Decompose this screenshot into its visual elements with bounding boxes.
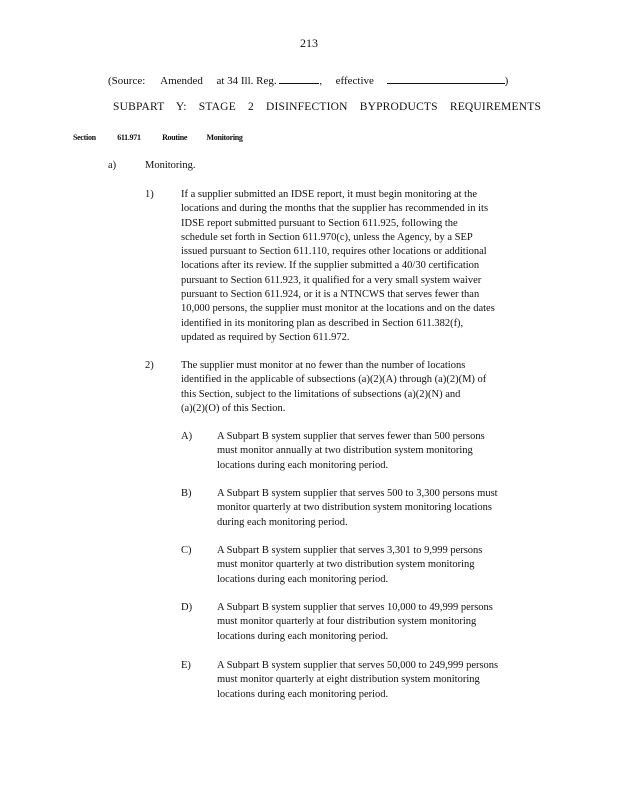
text-line: locations and during the months that the supplier has recommended in its (181, 203, 489, 215)
source-note: (Source: Amended at 34 Ill. Reg. , effective ) (108, 75, 509, 87)
text-line: locations during each monitoring period. (217, 630, 389, 642)
text-line: A Subpart B system supplier that serves fewer than 500 persons (217, 431, 485, 442)
subitem-text (217, 601, 537, 644)
text-line: must monitor quarterly at four distribution system monitoring (217, 616, 477, 628)
text-line: must monitor quarterly at two distribution system monitoring (217, 559, 475, 571)
subitem-text (217, 659, 537, 702)
subitem-text (217, 430, 537, 473)
text-line: must monitor annually at two distribution system monitoring (217, 445, 473, 457)
text-line: The supplier must monitor at no fewer than the number of locations (181, 360, 466, 371)
text-line: locations during each monitoring period. (217, 688, 389, 700)
text-line: locations after its review. If the supplier submitted a 40/30 certification (181, 260, 480, 272)
text-line: pursuant to Section 611.924, or it is a NTNCWS that serves fewer than (181, 289, 480, 301)
text-line: updated as required by Section 611.972. (181, 331, 350, 343)
text-line: issued pursuant to Section 611.110, requires other locations or additional (181, 246, 487, 258)
section-label: Section (73, 133, 96, 142)
subpart-heading: SUBPART Y: STAGE 2 DISINFECTION BYPRODUCTS REQUIREMENTS (113, 101, 542, 113)
page-number: 213 (300, 36, 318, 50)
source-suffix: ) (504, 75, 509, 87)
text-line: monitor quarterly at two distribution system monitoring locations (217, 502, 493, 514)
text-line: during each monitoring period. (217, 516, 348, 528)
text-line: must monitor quarterly at eight distribution system monitoring (217, 674, 480, 686)
text-line: locations during each monitoring period. (217, 573, 389, 585)
subitem-marker: A) (181, 431, 193, 442)
text-line: A Subpart B system supplier that serves 10,000 to 49,999 persons (217, 602, 493, 613)
text-line: If a supplier submitted an IDSE report, it must begin monitoring at the (181, 189, 477, 200)
item-1-text (181, 188, 537, 345)
text-line: IDSE report submitted pursuant to Section 611.925, following the (181, 217, 458, 229)
text-line: this Section, subject to the limitations of subsections (a)(2)(N) and (181, 388, 461, 400)
text-line: schedule set forth in Section 611.970(c), unless the Agency, by a SEP (181, 231, 473, 243)
effective-date-blank (387, 73, 505, 84)
source-amended: Amended (160, 75, 203, 87)
subitem-text (217, 544, 537, 587)
text-line: A Subpart B system supplier that serves 3,301 to 9,999 persons (217, 545, 483, 556)
subsection-a-title: Monitoring. (145, 160, 196, 171)
item-1-marker: 1) (145, 189, 154, 200)
subitem-marker: B) (181, 488, 192, 499)
section-title-monitoring: Monitoring (206, 133, 243, 142)
text-line: pursuant to Section 611.923, it qualified for a very small system waiver (181, 274, 482, 286)
text-line: 10,000 persons, the supplier must monitor at the locations and on the dates (181, 303, 495, 315)
section-number: 611.971 (117, 133, 141, 142)
item-2-text (181, 359, 531, 416)
subitem-text (217, 487, 537, 530)
text-line: locations during each monitoring period. (217, 459, 389, 471)
subitem-marker: D) (181, 602, 193, 613)
section-heading (73, 131, 243, 145)
source-prefix: (Source: (108, 75, 146, 87)
item-2-marker: 2) (145, 360, 154, 371)
source-effective: effective (335, 75, 374, 87)
text-line: A Subpart B system supplier that serves 500 to 3,300 persons must (217, 488, 498, 499)
subsection-a-marker: a) (108, 160, 117, 171)
subitem-marker: C) (181, 545, 192, 556)
register-blank (279, 73, 319, 84)
subitem-marker: E) (181, 660, 191, 671)
section-title-routine: Routine (162, 133, 188, 142)
source-register: at 34 Ill. Reg. (216, 75, 277, 87)
text-line: identified in its monitoring plan as described in Section 611.382(f), (181, 317, 464, 329)
text-line: identified in the applicable of subsections (a)(2)(A) through (a)(2)(M) of (181, 374, 487, 386)
text-line: A Subpart B system supplier that serves 50,000 to 249,999 persons (217, 660, 499, 671)
text-line: (a)(2)(O) of this Section. (181, 402, 286, 414)
